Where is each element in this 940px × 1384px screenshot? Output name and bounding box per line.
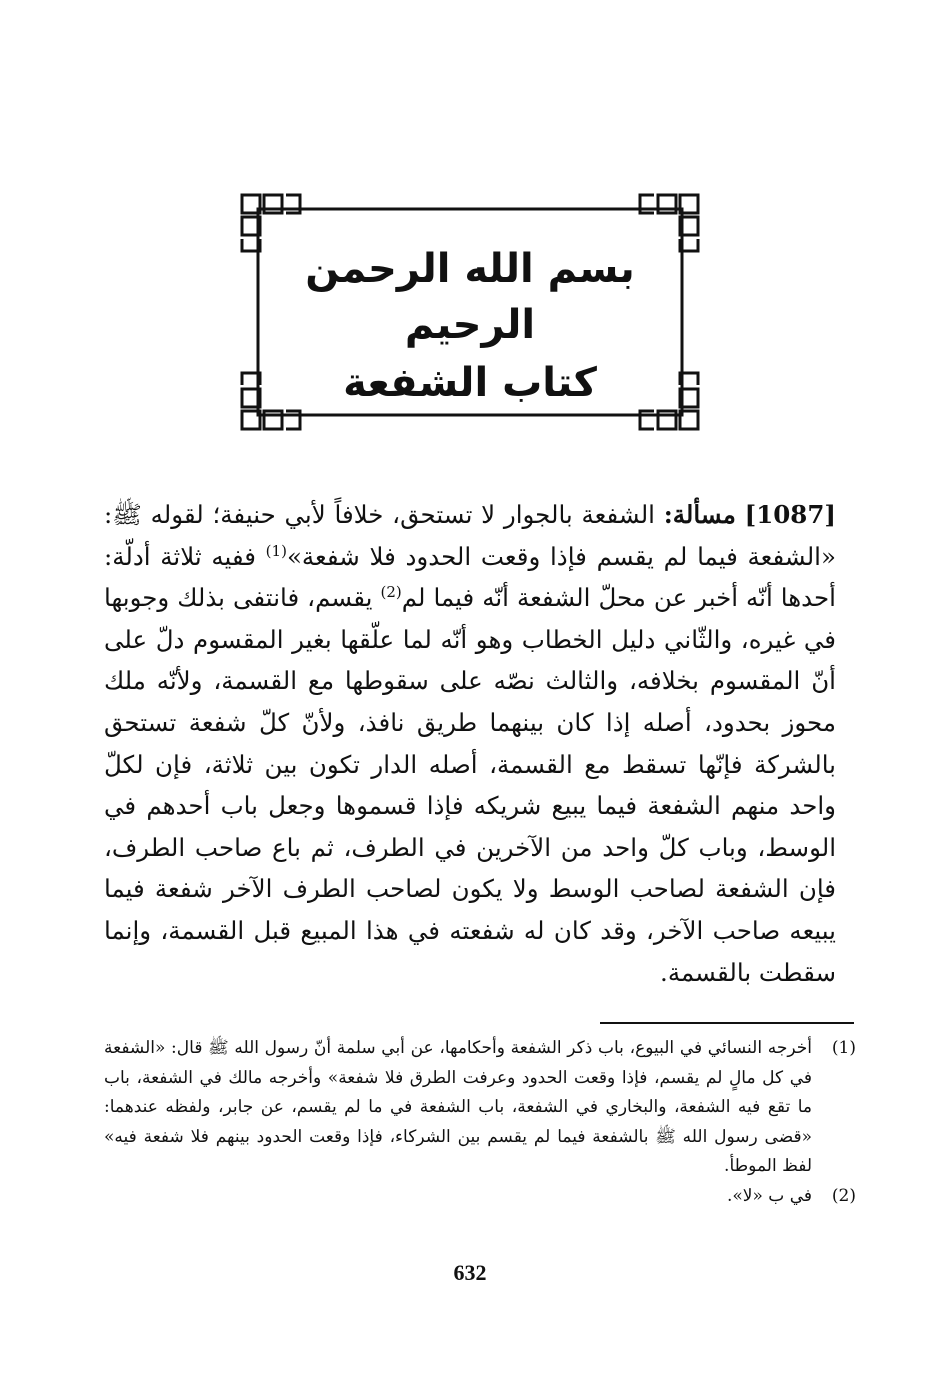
title-frame — [240, 193, 700, 431]
footnotes — [104, 1034, 856, 1211]
footnote-item — [104, 1182, 856, 1212]
issue-text-line: ففيه — [211, 541, 256, 571]
book-title: كتاب الشفعة — [343, 360, 597, 406]
footnote-number: (2) — [831, 1185, 856, 1206]
footnote-item — [104, 1034, 856, 1182]
issue-text-line: الشفعة بالجوار لا تستحق، خلافاً لأبي حنيفة؛ — [212, 500, 655, 529]
issue-text-line: لقوله ﷺ: «الشفعة فيما لم يقسم فإذا وقعت الحدود فلا شفعة» — [104, 500, 836, 571]
title-block — [280, 241, 660, 411]
footnote-separator — [600, 1022, 854, 1024]
footnote-number: (1) — [831, 1038, 856, 1058]
issue-text-line: ثلاثة أدلّة: أحدها أنّه أخبر عن محلّ الشفعة أنّه فيما لم — [104, 541, 836, 613]
basmala-title: بسم الله الرحمن الرحيم — [305, 246, 635, 348]
page-number: 632 — [453, 1260, 487, 1285]
footnote-ref: (2) — [380, 583, 402, 602]
issue-paragraph — [104, 494, 836, 993]
footnote-text: أخرجه النسائي في البيوع، باب ذكر الشفعة وأحكامها، عن أبي سلمة أنّ رسول الله ﷺ قال: «الشفعة في كل مالٍ لم يقسم، فإذا وقعت الحدود وعرفت الطرق فلا شفعة» وأخرجه مالك في الشفعة، باب ما تقع فيه الشفعة، والبخاري في الشفعة، باب الشفعة في ما لم يقسم، عن جابر، ولفظه عندهما: «قضى رسول الله ﷺ بالشفعة فيما لم يقسم بين الشركاء، فإذا وقعت الحدود بينهم فلا شفعة فيه» لفظ الموطأ. — [104, 1038, 812, 1176]
issue-label: مسألة: — [663, 500, 736, 529]
footnote-text: في ب «لا». — [726, 1185, 812, 1206]
footnote-ref: (1) — [265, 541, 287, 560]
issue-number: [1087] — [744, 500, 836, 529]
issue-text-line: يقسم، فانتفى بذلك وجوبها في غيره، والثّاني دليل الخطاب وهو أنّه لما علّقها بغير المقسوم دلّ على أنّ المقسوم بخلافه، والثالث نصّه على سقوطها مع القسمة، ولأنّه ملك محوز بحدود، أصله إذا كان بينهما طريق نافذ، ولأنّ كلّ شفعة تستحق بالشركة فإنّها تسقط مع القسمة، أصله الدار تكون بين ثلاثة، فإن لكلّ واحد منهم الشفعة فيما يبيع شريكه فإذا قسموها وجعل باب أحدهم في الوسط، وباب كلّ واحد من الآخرين في الطرف، ثم باع صاحب الطرف، فإن الشفعة لصاحب الوسط ولا يكون لصاحب الطرف الآخر شفعة فيما يبيعه صاحب الآخر، وقد كان له شفعته في هذا المبيع قبل القسمة، وإنما سقطت بالقسمة. — [104, 583, 836, 987]
